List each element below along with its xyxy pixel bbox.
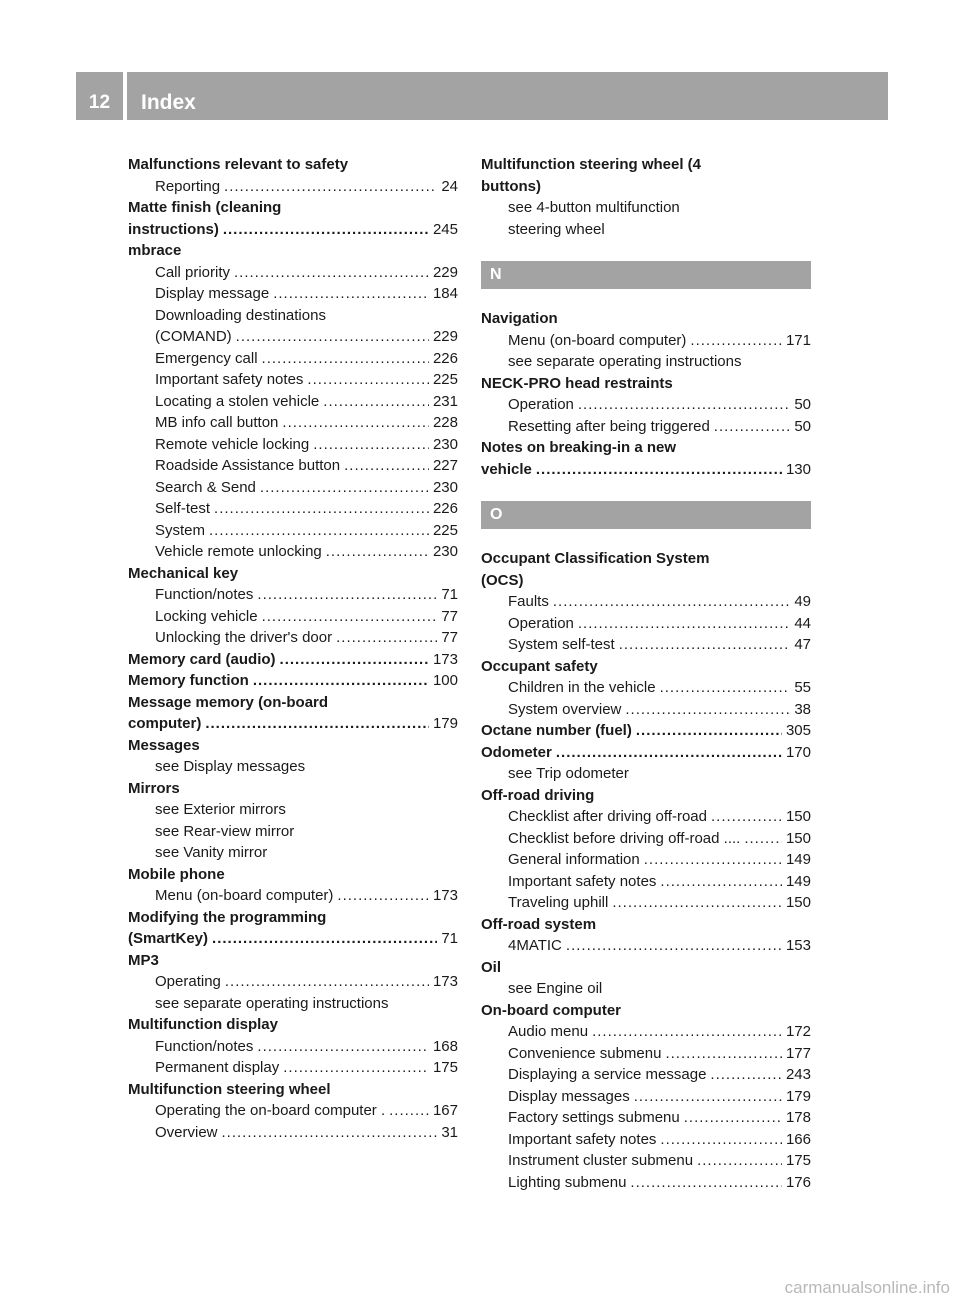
page-ref: 305 [785, 722, 811, 739]
dot-leader [253, 670, 429, 692]
index-subentry [481, 1172, 811, 1194]
entry-text: 4MATIC [508, 937, 562, 954]
entry-text: Children in the vehicle [508, 679, 656, 696]
page-ref: 49 [794, 593, 811, 610]
index-entry: Notes on breaking-in a new [481, 439, 677, 456]
page-ref: 226 [432, 349, 458, 367]
index-subentry: see Display messages [155, 758, 306, 775]
dot-leader [578, 394, 790, 416]
dot-leader [273, 283, 429, 305]
page-ref: 47 [794, 636, 811, 653]
page-ref: 231 [432, 392, 458, 410]
entry-text: Permanent display [155, 1059, 280, 1076]
page-ref: 170 [785, 743, 811, 761]
page-ref: 230 [432, 543, 458, 560]
page-ref: 229 [432, 263, 458, 281]
page-ref: 226 [432, 500, 458, 517]
index-entry: Multifunction steering wheel [128, 1080, 331, 1098]
index-subentry [128, 283, 458, 305]
entry-text: Operation [508, 396, 574, 413]
index-subentry [128, 541, 458, 563]
entry-text: Important safety notes [508, 1130, 657, 1148]
dot-leader [323, 391, 429, 413]
page-ref: 229 [432, 328, 458, 345]
page-ref: 50 [794, 417, 811, 435]
page-ref: 149 [785, 872, 811, 890]
page-ref: 55 [794, 679, 811, 696]
dot-leader [536, 459, 782, 481]
page-ref: 243 [785, 1066, 811, 1083]
page-ref: 176 [785, 1173, 811, 1191]
page-ref: 225 [432, 521, 458, 539]
page-ref: 168 [432, 1037, 458, 1055]
page-ref: 177 [785, 1044, 811, 1062]
index-entry: (OCS) [481, 571, 524, 589]
index-entry: Malfunctions relevant to safety [128, 156, 349, 173]
dot-leader [578, 613, 790, 635]
watermark: carmanualsonline.info [784, 1278, 950, 1297]
page-ref: 153 [785, 937, 811, 954]
index-entry: NECK-PRO head restraints [481, 374, 673, 392]
page-ref: 179 [785, 1087, 811, 1105]
index-column-left [128, 154, 458, 1143]
entry-text: Important safety notes [155, 371, 304, 388]
dot-leader [212, 928, 437, 950]
entry-text: instructions) [128, 220, 219, 238]
index-subentry: see separate operating instructions [155, 994, 389, 1012]
entry-text: Self-test [155, 500, 211, 517]
entry-text: Important safety notes [508, 872, 657, 890]
page-ref: 44 [794, 614, 811, 632]
index-entry: Matte finish (cleaning [128, 199, 282, 216]
dot-leader [222, 1122, 438, 1144]
dot-leader [344, 455, 429, 477]
entry-text: Reporting [155, 177, 221, 195]
entry-text: System [155, 521, 206, 539]
entry-text: Call priority [155, 263, 231, 281]
dot-leader [282, 412, 429, 434]
index-subentry [128, 606, 458, 628]
dot-leader [307, 369, 429, 391]
dot-leader [262, 606, 438, 628]
index-subentry [481, 1107, 811, 1129]
dot-leader [313, 434, 429, 456]
index-subentry [128, 885, 458, 907]
dot-leader [326, 541, 429, 563]
dot-leader [630, 1172, 782, 1194]
dot-leader [566, 935, 782, 957]
page-ref: 175 [432, 1059, 458, 1076]
entry-text: Odometer [481, 743, 552, 761]
index-subentry [481, 849, 811, 871]
index-subentry: see Vanity mirror [155, 844, 268, 861]
index-subentry [481, 613, 811, 635]
page-ref: 100 [432, 672, 458, 689]
dot-leader [684, 1107, 782, 1129]
entry-text: (SmartKey) [128, 930, 209, 947]
entry-text: Unlocking the driver's door [155, 629, 333, 646]
index-subentry [481, 828, 811, 850]
index-subentry [481, 1021, 811, 1043]
index-entry: Occupant safety [481, 657, 598, 675]
entry-text: Locking vehicle [155, 607, 258, 625]
page-ref: 77 [441, 629, 458, 646]
dot-leader [710, 1064, 782, 1086]
index-entry [481, 459, 811, 481]
index-subentry: see separate operating instructions [508, 353, 742, 370]
dot-leader [209, 520, 429, 542]
dot-leader [744, 828, 782, 850]
dot-leader [336, 627, 437, 649]
index-subentry [128, 434, 458, 456]
index-subentry [481, 1043, 811, 1065]
index-subentry [128, 1122, 458, 1144]
dot-leader [280, 649, 429, 671]
index-subentry [481, 699, 811, 721]
index-subentry: steering wheel [508, 220, 605, 238]
page-ref: 245 [432, 220, 458, 238]
entry-text: Operating the on-board computer . [155, 1102, 386, 1119]
index-entry: Off-road system [481, 915, 597, 933]
page-ref: 173 [432, 887, 458, 904]
entry-text: Resetting after being triggered [508, 417, 710, 435]
dot-leader [225, 971, 429, 993]
page-ref: 173 [432, 650, 458, 668]
page-number: 12 [76, 72, 123, 120]
index-subentry [128, 369, 458, 391]
index-subentry [481, 330, 811, 352]
index-subentry [481, 416, 811, 438]
index-subentry: see Exterior mirrors [155, 801, 286, 818]
page-ref: 230 [432, 478, 458, 496]
entry-text: MB info call button [155, 414, 279, 431]
index-subentry [481, 892, 811, 914]
index-entry [128, 928, 458, 950]
page-ref: 130 [785, 460, 811, 478]
page-header [76, 72, 888, 120]
page-ref: 149 [785, 851, 811, 868]
index-entry: Mirrors [128, 779, 180, 797]
index-entry: Mechanical key [128, 564, 239, 582]
index-entry [128, 649, 458, 671]
dot-leader [711, 806, 782, 828]
dot-leader [592, 1021, 782, 1043]
index-entry: Off-road driving [481, 786, 595, 804]
entry-text: Displaying a service message [508, 1066, 707, 1083]
entry-text: Audio menu [508, 1023, 589, 1040]
page-ref: 71 [441, 930, 458, 947]
index-subentry [481, 806, 811, 828]
page-ref: 227 [432, 457, 458, 474]
page-ref: 225 [432, 371, 458, 388]
entry-text: Emergency call [155, 349, 258, 367]
index-subentry [128, 455, 458, 477]
index-subentry [128, 520, 458, 542]
entry-text: Memory function [128, 672, 249, 689]
index-subentry [128, 1057, 458, 1079]
index-entry: Occupant Classification System [481, 550, 710, 567]
index-subentry: Downloading destinations [155, 306, 326, 324]
index-subentry [128, 498, 458, 520]
index-entry: Oil [481, 958, 502, 976]
index-subentry [128, 627, 458, 649]
page-ref: 179 [432, 715, 458, 732]
index-entry: Multifunction steering wheel (4 [481, 156, 702, 173]
letter-heading-n: N [481, 261, 811, 289]
entry-text: Vehicle remote unlocking [155, 543, 322, 560]
dot-leader [625, 699, 790, 721]
entry-text: Instrument cluster submenu [508, 1152, 694, 1169]
entry-text: System self-test [508, 636, 615, 653]
page-ref: 150 [785, 829, 811, 847]
page-ref: 184 [432, 285, 458, 302]
entry-text: computer) [128, 715, 202, 732]
entry-text: Memory card (audio) [128, 650, 276, 668]
entry-text: Roadside Assistance button [155, 457, 341, 474]
index-subentry [481, 1150, 811, 1172]
entry-text: Locating a stolen vehicle [155, 392, 320, 410]
page-ref: 167 [432, 1102, 458, 1119]
dot-leader [612, 892, 782, 914]
index-entry: MP3 [128, 951, 159, 969]
dot-leader [337, 885, 429, 907]
entry-text: Checklist before driving off-road .... [508, 829, 741, 847]
dot-leader [660, 1129, 782, 1151]
entry-text: Display message [155, 285, 270, 302]
page-ref: 172 [785, 1023, 811, 1040]
index-subentry [128, 176, 458, 198]
index-subentry [128, 262, 458, 284]
page-ref: 228 [432, 414, 458, 431]
entry-text: Factory settings submenu [508, 1109, 680, 1126]
index-entry: Message memory (on-board [128, 693, 329, 711]
page-ref: 71 [441, 586, 458, 603]
index-entry: Modifying the programming [128, 908, 327, 926]
page-ref: 24 [441, 177, 458, 195]
index-entry: buttons) [481, 177, 541, 195]
dot-leader [262, 348, 429, 370]
entry-text: General information [508, 851, 640, 868]
index-subentry [128, 391, 458, 413]
index-subentry [128, 971, 458, 993]
dot-leader [556, 742, 782, 764]
dot-leader [224, 176, 437, 198]
index-entry: mbrace [128, 242, 182, 259]
entry-text: Function/notes [155, 586, 254, 603]
entry-text: Menu (on-board computer) [508, 331, 687, 349]
page-ref: 150 [785, 808, 811, 825]
page-ref: 230 [432, 435, 458, 453]
dot-leader [553, 591, 790, 613]
dot-leader [205, 713, 429, 735]
index-subentry [481, 1129, 811, 1151]
dot-leader [260, 477, 429, 499]
dot-leader [257, 584, 437, 606]
page-ref: 31 [441, 1123, 458, 1141]
entry-text: Overview [155, 1123, 218, 1141]
dot-leader [619, 634, 791, 656]
entry-text: Operation [508, 614, 574, 632]
entry-text: Remote vehicle locking [155, 435, 310, 453]
entry-text: Menu (on-board computer) [155, 887, 334, 904]
index-subentry [128, 584, 458, 606]
entry-text: Display messages [508, 1087, 630, 1105]
dot-leader [223, 219, 429, 241]
index-entry: Multifunction display [128, 1016, 278, 1033]
index-entry: Messages [128, 736, 200, 754]
index-subentry [481, 591, 811, 613]
index-entry: Mobile phone [128, 865, 225, 883]
page-ref: 38 [794, 700, 811, 718]
index-entry: Navigation [481, 310, 558, 327]
entry-text: Search & Send [155, 478, 256, 496]
letter-heading-o: O [481, 501, 811, 529]
dot-leader [234, 262, 429, 284]
page-ref: 178 [785, 1109, 811, 1126]
entry-text: System overview [508, 700, 622, 718]
index-entry [128, 670, 458, 692]
index-subentry [128, 348, 458, 370]
dot-leader [257, 1036, 429, 1058]
entry-text: Faults [508, 593, 549, 610]
page-ref: 77 [441, 607, 458, 625]
index-subentry [481, 1064, 811, 1086]
page-title: Index [127, 72, 888, 120]
dot-leader [697, 1150, 782, 1172]
index-subentry: see Engine oil [508, 980, 603, 997]
index-subentry: see Rear-view mirror [155, 822, 295, 840]
index-subentry [128, 326, 458, 348]
entry-text: Checklist after driving off-road [508, 808, 707, 825]
dot-leader [236, 326, 429, 348]
index-subentry [481, 634, 811, 656]
index-entry [481, 742, 811, 764]
index-subentry [481, 677, 811, 699]
dot-leader [660, 871, 782, 893]
index-subentry [128, 1036, 458, 1058]
page-ref: 171 [785, 331, 811, 349]
entry-text: Lighting submenu [508, 1173, 627, 1191]
index-subentry [481, 935, 811, 957]
index-subentry [481, 871, 811, 893]
dot-leader [214, 498, 429, 520]
index-subentry [128, 412, 458, 434]
page-ref: 50 [794, 396, 811, 413]
entry-text: (COMAND) [155, 328, 232, 345]
entry-text: vehicle [481, 460, 532, 478]
entry-text: Traveling uphill [508, 894, 609, 911]
index-subentry: see Trip odometer [508, 765, 629, 782]
index-column-right [481, 154, 811, 1193]
dot-leader [636, 720, 782, 742]
index-subentry: see 4-button multifunction [508, 199, 680, 216]
index-entry: On-board computer [481, 1001, 622, 1019]
dot-leader [690, 330, 782, 352]
entry-text: Function/notes [155, 1037, 254, 1055]
entry-text: Octane number (fuel) [481, 722, 632, 739]
entry-text: Operating [155, 973, 221, 990]
dot-leader [660, 677, 791, 699]
page-ref: 166 [785, 1130, 811, 1148]
entry-text: Convenience submenu [508, 1044, 662, 1062]
index-entry [128, 219, 458, 241]
page-ref: 173 [432, 973, 458, 990]
dot-leader [283, 1057, 429, 1079]
index-subentry [481, 394, 811, 416]
index-entry [128, 713, 458, 735]
index-subentry [128, 1100, 458, 1122]
dot-leader [634, 1086, 782, 1108]
index-subentry [481, 1086, 811, 1108]
dot-leader [389, 1100, 429, 1122]
dot-leader [665, 1043, 782, 1065]
dot-leader [644, 849, 782, 871]
page-ref: 150 [785, 894, 811, 911]
index-subentry [128, 477, 458, 499]
index-entry [481, 720, 811, 742]
page-ref: 175 [785, 1152, 811, 1169]
dot-leader [714, 416, 791, 438]
